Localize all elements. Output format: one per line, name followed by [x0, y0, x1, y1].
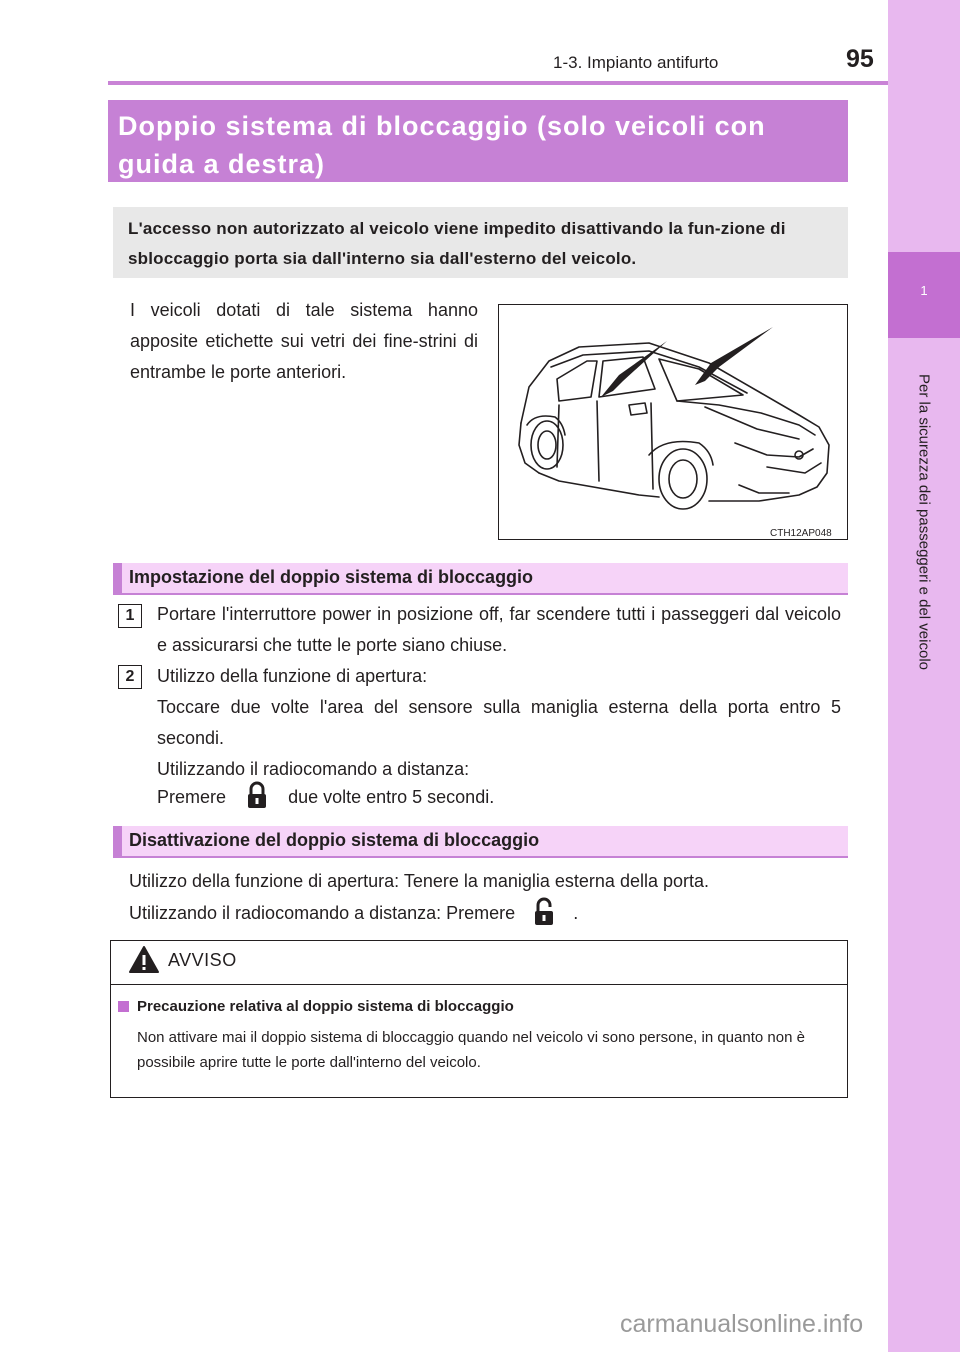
step-number-1: 1 [118, 604, 142, 628]
car-illustration [498, 304, 848, 540]
chapter-title: Per la sicurezza dei passeggeri e del veicolo [915, 374, 933, 670]
lock-icon [239, 781, 275, 809]
step-2-press-label: Premere [157, 787, 227, 807]
step-2-line-4 [157, 781, 841, 813]
step-2-line-1: Utilizzo della funzione di apertura: [157, 666, 428, 686]
step-2-line-3: Utilizzando il radiocomando a distanza: [157, 759, 470, 779]
warning-triangle-icon [128, 945, 160, 975]
cancel-press-suffix: . [573, 903, 579, 923]
figure-code: CTH12AP048 [770, 528, 832, 539]
body-paragraph: I veicoli dotati di tale sistema hanno apposite etichette sui vetri dei fine-strini di entrambe le porte anteriori. [130, 300, 478, 382]
car-drawing [499, 305, 847, 539]
cancel-heading: Disattivazione del doppio sistema di bloccaggio [129, 830, 540, 850]
warning-bullet-icon [118, 1001, 129, 1012]
step-2-line-2: Toccare due volte l'area del sensore sulla maniglia esterna della porta entro 5 secondi. [157, 697, 841, 748]
step-2-press-suffix: due volte entro 5 secondi. [288, 787, 495, 807]
cancel-press-label: Utilizzando il radiocomando a distanza: Premere [129, 903, 516, 923]
watermark: carmanualsonline.info [620, 1310, 864, 1338]
warning-heading: Precauzione relativa al doppio sistema di bloccaggio [137, 998, 514, 1015]
intro-text: L'accesso non autorizzato al veicolo viene impedito disattivando la fun-zione di sbloccaggio porta sia dall'interno sia dall'esterno del veicolo. [128, 219, 786, 268]
warning-label: AVVISO [168, 950, 237, 970]
section-title: Doppio sistema di bloccaggio (solo veicoli con guida a destra) [118, 111, 766, 179]
setting-heading: Impostazione del doppio sistema di bloccaggio [129, 567, 534, 587]
header-rule [108, 81, 888, 85]
warning-divider [110, 984, 848, 985]
cancel-line-2 [129, 897, 841, 929]
step-number-2: 2 [118, 665, 142, 689]
page-section-title: 1-3. Impianto antifurto [553, 53, 719, 72]
warning-text: Non attivare mai il doppio sistema di bloccaggio quando nel veicolo vi sono persone, in quanto non è possibile aprire tutte le porte dall'interno del veicolo. [137, 1029, 805, 1071]
unlock-icon [526, 897, 562, 927]
chapter-number: 1 [920, 283, 928, 298]
page-number: 95 [846, 45, 874, 73]
side-strip [888, 0, 960, 1352]
cancel-line-1: Utilizzo della funzione di apertura: Tenere la maniglia esterna della porta. [129, 871, 710, 891]
step-1-text: Portare l'interruttore power in posizione off, far scendere tutti i passeggeri dal veicolo e assicurarsi che tutte le porte siano chiuse. [157, 604, 841, 655]
